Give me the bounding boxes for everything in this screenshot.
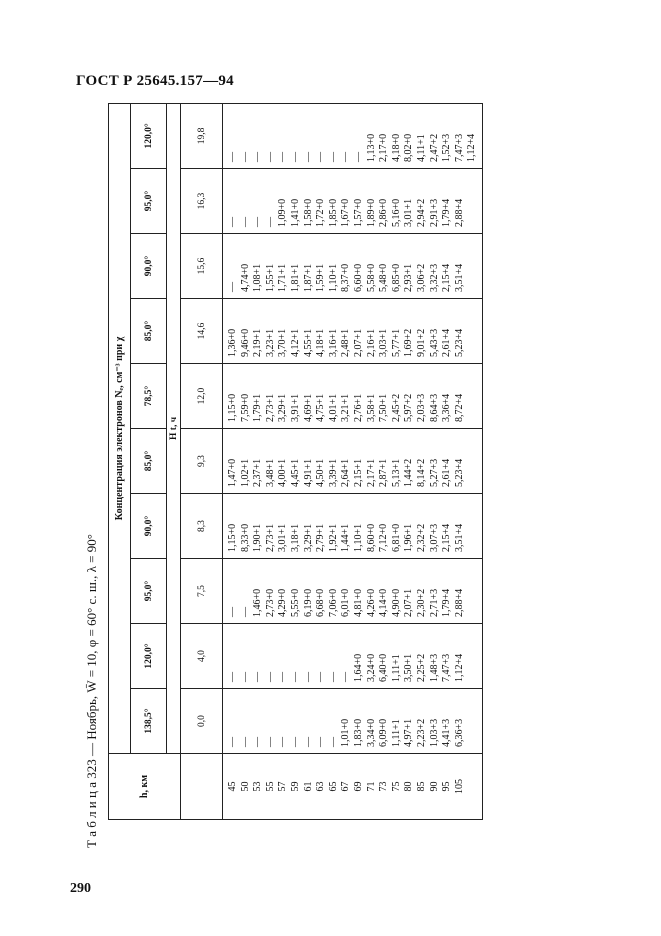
- table-cell-value: 6,40+0: [378, 653, 390, 682]
- table-cell-value: 1,12+4: [453, 653, 465, 682]
- table-cell-value: 5,43+3: [428, 328, 440, 357]
- table-cell-value: 6,60+0: [352, 263, 364, 292]
- height-value: 80: [403, 781, 415, 792]
- table-cell-value: 5,97+2: [403, 393, 415, 422]
- table-cell-value: 3,03+1: [378, 328, 390, 357]
- table-cell-value: 3,34+0: [365, 718, 377, 747]
- table-cell-value: —: [315, 672, 327, 682]
- table-cell-value: 4,26+0: [365, 588, 377, 617]
- table-cell-value: 2,45+2: [390, 393, 402, 422]
- table-cell-value: 3,21+1: [340, 393, 352, 422]
- table-cell-value: 3,16+1: [327, 328, 339, 357]
- chi-value: 95,0°: [131, 559, 167, 624]
- table-cell-value: 1,44+1: [340, 523, 352, 552]
- time-value: 9,3: [181, 429, 223, 494]
- table-cell-value: 2,88+4: [453, 588, 465, 617]
- table-cell-value: 2,07+1: [403, 588, 415, 617]
- time-values-row: [181, 103, 223, 819]
- height-value: 85: [415, 781, 427, 792]
- table-cell-value: —: [252, 672, 264, 682]
- table-cell-value: 3,18+1: [289, 523, 301, 552]
- table-cell-value: —: [327, 152, 339, 162]
- table-cell-value: 5,23+4: [453, 458, 465, 487]
- height-value: 55: [264, 781, 276, 792]
- table-cell-value: 2,61+4: [441, 458, 453, 487]
- chi-value: 120,0°: [131, 103, 167, 168]
- table-cell-value: 3,51+4: [453, 263, 465, 292]
- time-value: 7,5: [181, 559, 223, 624]
- table-cell-value: 3,01+1: [403, 198, 415, 227]
- table-cell-value: 1,03+3: [428, 718, 440, 747]
- rotated-table-block: [84, 94, 504, 854]
- height-value: 57: [277, 781, 289, 792]
- table-cell-value: 3,23+1: [264, 328, 276, 357]
- chi-value: 85,0°: [131, 299, 167, 364]
- time-value: 12,0: [181, 364, 223, 429]
- table-cell-value: 2,48+1: [340, 328, 352, 357]
- time-value: 19,8: [181, 103, 223, 168]
- table-cell-value: 4,97+1: [403, 718, 415, 747]
- table-cell-value: 3,29+1: [277, 393, 289, 422]
- table-cell-value: 5,23+4: [453, 328, 465, 357]
- table-cell-value: 1,11+1: [390, 719, 402, 747]
- table-cell-value: 1,13+0: [365, 133, 377, 162]
- table-cell-value: 1,81+1: [289, 263, 301, 292]
- table-caption: Т а б л и ц а 323 — Ноябрь, W̄ = 10, φ = 60° с. ш., λ = 90°: [84, 534, 99, 848]
- table-cell-value: 1,55+1: [264, 263, 276, 292]
- table-cell-value: 3,70+1: [277, 328, 289, 357]
- table-cell-value: 2,19+1: [252, 328, 264, 357]
- table-cell-value: 4,50+1: [315, 458, 327, 487]
- electron-concentration-table: [108, 103, 483, 820]
- table-cell-value: 6,01+0: [340, 588, 352, 617]
- height-value: 105: [453, 779, 465, 794]
- table-cell-value: 4,14+0: [378, 588, 390, 617]
- height-value: 75: [390, 781, 402, 792]
- table-cell-value: 1,83+0: [352, 718, 364, 747]
- time-value: 0,0: [181, 689, 223, 754]
- table-cell-value: 6,85+0: [390, 263, 402, 292]
- table-cell-value: —: [302, 152, 314, 162]
- table-cell-value: 5,27+3: [428, 458, 440, 487]
- time-value: 8,3: [181, 494, 223, 559]
- table-cell-value: —: [239, 737, 251, 747]
- table-cell-value: 2,15+1: [352, 458, 364, 487]
- table-cell-value: —: [239, 672, 251, 682]
- table-cell-value: 1,52+3: [441, 133, 453, 162]
- chi-value: 90,0°: [131, 234, 167, 299]
- table-cell-value: 2,64+1: [340, 458, 352, 487]
- height-value: 45: [227, 781, 238, 792]
- table-cell-value: 2,32+2: [415, 523, 427, 552]
- table-cell-value: 3,39+1: [327, 458, 339, 487]
- data-column: [223, 364, 483, 429]
- table-cell-value: 2,37+1: [252, 458, 264, 487]
- table-cell-value: —: [239, 152, 251, 162]
- height-value: 67: [340, 781, 352, 792]
- table-cell-value: 3,32+3: [428, 263, 440, 292]
- height-value: 71: [365, 781, 377, 792]
- table-cell-value: 2,61+4: [441, 328, 453, 357]
- table-cell-value: 1,67+0: [340, 198, 352, 227]
- table-cell-value: 1,48+3: [428, 653, 440, 682]
- table-cell-value: 1,71+1: [277, 263, 289, 292]
- table-cell-value: 2,47+2: [428, 133, 440, 162]
- table-cell-value: 4,75+1: [315, 393, 327, 422]
- table-cell-value: 2,88+4: [453, 198, 465, 227]
- data-column: [223, 234, 483, 299]
- table-cell-value: 4,74+0: [239, 263, 251, 292]
- table-cell-value: 5,48+0: [378, 263, 390, 292]
- table-cell-value: —: [227, 607, 238, 617]
- table-cell-value: —: [340, 152, 352, 162]
- table-cell-value: 8,60+0: [365, 523, 377, 552]
- table-cell-value: 1,12+4: [466, 133, 478, 162]
- table-cell-value: 7,59+0: [239, 393, 251, 422]
- table-cell-value: 3,91+1: [289, 393, 301, 422]
- table-cell-value: 2,23+2: [415, 718, 427, 747]
- table-cell-value: 4,90+0: [390, 588, 402, 617]
- time-value: 4,0: [181, 624, 223, 689]
- table-cell-value: 1,89+0: [365, 198, 377, 227]
- table-cell-value: —: [289, 672, 301, 682]
- table-cell-value: 3,51+4: [453, 523, 465, 552]
- table-cell-value: 4,29+0: [277, 588, 289, 617]
- table-cell-value: 2,87+1: [378, 458, 390, 487]
- table-cell-value: 1,58+0: [302, 198, 314, 227]
- table-cell-value: 4,41+3: [441, 718, 453, 747]
- height-value: 95: [441, 781, 453, 792]
- time-value: 15,6: [181, 234, 223, 299]
- chi-value: 138,5°: [131, 689, 167, 754]
- chi-value: 120,0°: [131, 624, 167, 689]
- table-cell-value: 3,29+1: [302, 523, 314, 552]
- table-cell-value: —: [277, 152, 289, 162]
- data-body-row: [223, 103, 483, 819]
- chi-value: 78,5°: [131, 364, 167, 429]
- data-column: [223, 169, 483, 234]
- time-value: 14,6: [181, 299, 223, 364]
- table-cell-value: —: [289, 152, 301, 162]
- height-value: 59: [289, 781, 301, 792]
- table-cell-value: —: [227, 737, 238, 747]
- table-cell-value: 1,44+2: [403, 458, 415, 487]
- table-cell-value: 1,59+1: [315, 263, 327, 292]
- table-cell-value: 2,07+1: [352, 328, 364, 357]
- table-cell-value: —: [264, 672, 276, 682]
- height-values-cell: [223, 754, 483, 820]
- table-cell-value: —: [264, 737, 276, 747]
- table-cell-value: —: [252, 152, 264, 162]
- table-cell-value: —: [264, 152, 276, 162]
- table-cell-value: 1,01+0: [340, 718, 352, 747]
- table-cell-value: 3,24+0: [365, 653, 377, 682]
- table-cell-value: 1,79+1: [252, 393, 264, 422]
- table-cell-value: 7,12+0: [378, 523, 390, 552]
- table-cell-value: 2,03+3: [415, 393, 427, 422]
- table-cell-value: 4,11+1: [415, 134, 427, 162]
- table-cell-value: 6,81+0: [390, 523, 402, 552]
- table-cell-value: —: [327, 737, 339, 747]
- table-cell-value: —: [227, 282, 238, 292]
- chi-header-row: [131, 103, 167, 819]
- height-value: 50: [239, 781, 251, 792]
- table-cell-value: —: [315, 737, 327, 747]
- table-cell-value: 5,55+0: [289, 588, 301, 617]
- data-column: [223, 299, 483, 364]
- table-cell-value: —: [302, 737, 314, 747]
- height-value: 73: [378, 781, 390, 792]
- table-cell-value: 7,47+3: [441, 653, 453, 682]
- table-cell-value: 4,18+1: [315, 328, 327, 357]
- table-cell-value: 2,94+2: [415, 198, 427, 227]
- table-cell-value: 4,45+1: [289, 458, 301, 487]
- table-cell-value: 2,17+1: [365, 458, 377, 487]
- table-cell-value: 3,07+3: [428, 523, 440, 552]
- chi-value: 95,0°: [131, 169, 167, 234]
- table-cell-value: 2,73+1: [264, 523, 276, 552]
- table-cell-value: 2,30+2: [415, 588, 427, 617]
- table-cell-value: 4,91+1: [302, 458, 314, 487]
- table-cell-value: 1,87+1: [302, 263, 314, 292]
- table-cell-value: 8,14+2: [415, 458, 427, 487]
- table-cell-value: 2,17+0: [378, 133, 390, 162]
- table-cell-value: 1,15+0: [227, 523, 238, 552]
- table-cell-value: 1,46+0: [252, 588, 264, 617]
- table-cell-value: 2,86+0: [378, 198, 390, 227]
- table-cell-value: 1,64+0: [352, 653, 364, 682]
- page-number: 290: [70, 881, 91, 896]
- table-cell-value: 2,93+1: [403, 263, 415, 292]
- table-cell-value: 8,37+0: [340, 263, 352, 292]
- data-column: [223, 689, 483, 754]
- height-value: 90: [428, 781, 440, 792]
- table-cell-value: 5,77+1: [390, 328, 402, 357]
- table-cell-value: 1,79+4: [441, 588, 453, 617]
- table-cell-value: 4,18+0: [390, 133, 402, 162]
- data-column: [223, 559, 483, 624]
- table-cell-value: 6,36+3: [453, 718, 465, 747]
- table-cell-value: 4,01+1: [327, 393, 339, 422]
- height-value: 65: [327, 781, 339, 792]
- table-cell-value: 4,12+1: [289, 328, 301, 357]
- data-column: [223, 624, 483, 689]
- table-cell-value: 3,50+1: [403, 653, 415, 682]
- table-cell-value: 1,85+0: [327, 198, 339, 227]
- time-header: Н t, ч: [167, 103, 181, 753]
- table-cell-value: 7,06+0: [327, 588, 339, 617]
- table-cell-value: 1,69+2: [403, 328, 415, 357]
- table-cell-value: 2,76+1: [352, 393, 364, 422]
- table-cell-value: —: [227, 217, 238, 227]
- table-cell-value: 1,15+0: [227, 393, 238, 422]
- table-cell-value: —: [239, 607, 251, 617]
- table-cell-value: —: [252, 217, 264, 227]
- table-cell-value: —: [340, 672, 352, 682]
- table-cell-value: 8,64+3: [428, 393, 440, 422]
- table-cell-value: —: [277, 672, 289, 682]
- data-column: [223, 429, 483, 494]
- table-cell-value: 3,36+4: [441, 393, 453, 422]
- table-cell-value: 1,02+1: [239, 458, 251, 487]
- table-cell-value: 2,71+3: [428, 588, 440, 617]
- table-cell-value: —: [315, 152, 327, 162]
- height-value: 69: [352, 781, 364, 792]
- table-cell-value: 8,33+0: [239, 523, 251, 552]
- table-cell-value: 1,10+1: [352, 523, 364, 552]
- table-cell-value: —: [227, 672, 238, 682]
- table-cell-value: 1,57+0: [352, 198, 364, 227]
- table-cell-value: 1,47+0: [227, 458, 238, 487]
- table-cell-value: 6,68+0: [315, 588, 327, 617]
- table-cell-value: 5,16+0: [390, 198, 402, 227]
- table-cell-value: 1,72+0: [315, 198, 327, 227]
- table-cell-value: 1,08+1: [252, 263, 264, 292]
- table-cell-value: 4,69+1: [302, 393, 314, 422]
- table-cell-value: 7,47+3: [453, 133, 465, 162]
- table-cell-value: 2,79+1: [315, 523, 327, 552]
- table-cell-value: 4,55+1: [302, 328, 314, 357]
- table-cell-value: 3,58+1: [365, 393, 377, 422]
- table-cell-value: 2,25+2: [415, 653, 427, 682]
- table-cell-value: 8,02+0: [403, 133, 415, 162]
- table-cell-value: 2,73+1: [264, 393, 276, 422]
- page-header-title: ГОСТ Р 25645.157—94: [76, 73, 234, 89]
- table-cell-value: 7,50+1: [378, 393, 390, 422]
- table-cell-value: 2,91+3: [428, 198, 440, 227]
- table-cell-value: 9,46+0: [239, 328, 251, 357]
- group-header: Концентрация электронов Nₑ, см⁻³ при χ: [109, 103, 131, 753]
- table-cell-value: —: [352, 152, 364, 162]
- chi-value: 85,0°: [131, 429, 167, 494]
- table-cell-value: 1,92+1: [327, 523, 339, 552]
- table-cell-value: 1,09+0: [277, 198, 289, 227]
- table-cell-value: —: [239, 217, 251, 227]
- table-cell-value: 1,79+4: [441, 198, 453, 227]
- table-cell-value: 6,19+0: [302, 588, 314, 617]
- data-column: [223, 103, 483, 168]
- height-value: 63: [315, 781, 327, 792]
- table-cell-value: —: [264, 217, 276, 227]
- table-cell-value: 1,96+1: [403, 523, 415, 552]
- table-cell-value: —: [227, 152, 238, 162]
- table-cell-value: 3,48+1: [264, 458, 276, 487]
- table-cell-value: 1,41+0: [289, 198, 301, 227]
- height-value: 61: [302, 781, 314, 792]
- table-cell-value: —: [277, 737, 289, 747]
- table-cell-value: 2,15+4: [441, 263, 453, 292]
- table-cell-value: 8,72+4: [453, 393, 465, 422]
- height-value: 53: [252, 781, 264, 792]
- table-cell-value: 1,36+0: [227, 328, 238, 357]
- table-cell-value: 5,13+1: [390, 458, 402, 487]
- table-cell-value: 2,16+1: [365, 328, 377, 357]
- table-cell-value: 1,10+1: [327, 263, 339, 292]
- table-cell-value: 4,00+1: [277, 458, 289, 487]
- table-cell-value: 9,01+2: [415, 328, 427, 357]
- table-cell-value: 4,81+0: [352, 588, 364, 617]
- height-column-header: h, км: [109, 754, 181, 820]
- table-cell-value: —: [327, 672, 339, 682]
- table-cell-value: 1,90+1: [252, 523, 264, 552]
- table-cell-value: —: [302, 672, 314, 682]
- time-value: 16,3: [181, 169, 223, 234]
- table-cell-value: 6,09+0: [378, 718, 390, 747]
- table-cell-value: —: [289, 737, 301, 747]
- table-cell-value: 2,73+0: [264, 588, 276, 617]
- table-cell-value: 3,06+2: [415, 263, 427, 292]
- table-cell-value: —: [252, 737, 264, 747]
- table-cell-value: 3,01+1: [277, 523, 289, 552]
- table-cell-value: 1,11+1: [390, 654, 402, 682]
- chi-value: 90,0°: [131, 494, 167, 559]
- table-cell-value: 5,58+0: [365, 263, 377, 292]
- data-column: [223, 494, 483, 559]
- table-cell-value: 2,15+4: [441, 523, 453, 552]
